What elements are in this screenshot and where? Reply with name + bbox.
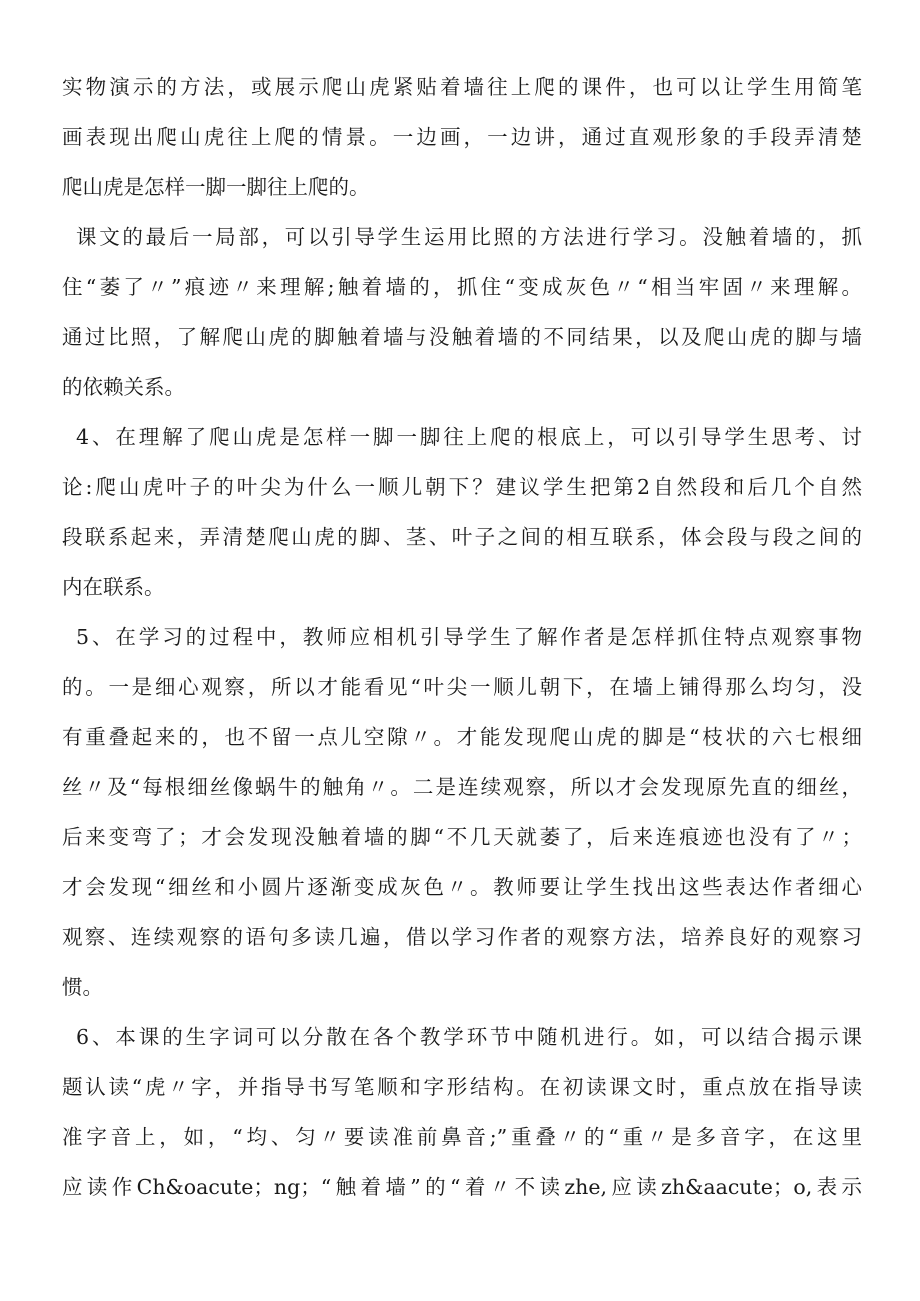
- text-line: 通过比照，了解爬山虎的脚触着墙与没触着墙的不同结果，以及爬山虎的脚与墙: [62, 325, 862, 349]
- text-line: 有重叠起来的，也不留一点儿空隙〃。才能发现爬山虎的脚是“枝状的六七根细: [62, 725, 862, 749]
- text-line: 丝〃及“每根细丝像蜗牛的触角〃。二是连续观察，所以才会发现原先直的细丝，: [62, 775, 862, 799]
- text-line: 6、本课的生字词可以分散在各个教学环节中随机进行。如，可以结合揭示课: [76, 1025, 862, 1049]
- text-line: 内在联系。: [62, 575, 165, 599]
- text-line: 住“萎了〃”痕迹〃来理解;触着墙的，抓住“变成灰色〃“相当牢固〃来理解。: [62, 275, 862, 299]
- text-line: 的。一是细心观察，所以才能看见“叶尖一顺儿朝下，在墙上铺得那么均匀，没: [62, 675, 862, 699]
- text-line: 惯。: [62, 975, 103, 999]
- text-line: 才会发现“细丝和小圆片逐渐变成灰色〃。教师要让学生找出这些表达作者细心: [62, 875, 862, 899]
- text-line: 画表现出爬山虎往上爬的情景。一边画，一边讲，通过直观形象的手段弄清楚: [62, 125, 862, 149]
- text-line: 爬山虎是怎样一脚一脚往上爬的。: [62, 175, 370, 199]
- text-line: 的依赖关系。: [62, 375, 185, 399]
- text-line: 后来变弯了；才会发现没触着墙的脚“不几天就萎了，后来连痕迹也没有了〃；: [62, 825, 862, 849]
- text-line: 5、在学习的过程中，教师应相机引导学生了解作者是怎样抓住特点观察事物: [76, 625, 862, 649]
- text-line: 4、在理解了爬山虎是怎样一脚一脚往上爬的根底上，可以引导学生思考、讨: [76, 425, 862, 449]
- text-line: 准字音上，如，“均、匀〃要读准前鼻音;”重叠〃的“重〃是多音字，在这里: [62, 1125, 862, 1149]
- text-line: 题认读“虎〃字，并指导书写笔顺和字形结构。在初读课文时，重点放在指导读: [62, 1075, 862, 1099]
- body-text: [62, 62, 862, 1212]
- text-line: 观察、连续观察的语句多读几遍，借以学习作者的观察方法，培养良好的观察习: [62, 925, 862, 949]
- text-line: 论:爬山虎叶子的叶尖为什么一顺儿朝下？建议学生把第2自然段和后几个自然: [62, 475, 862, 499]
- text-line: 段联系起来，弄清楚爬山虎的脚、茎、叶子之间的相互联系，体会段与段之间的: [62, 525, 862, 549]
- text-line: 应读作Ch&oacute；ng；“触着墙”的“着〃不读zhe,应读zh&aacute；o,表示: [62, 1175, 862, 1199]
- text-line: 实物演示的方法，或展示爬山虎紧贴着墙往上爬的课件，也可以让学生用简笔: [62, 75, 862, 99]
- text-line: 课文的最后一局部，可以引导学生运用比照的方法进行学习。没触着墙的，抓: [76, 225, 862, 249]
